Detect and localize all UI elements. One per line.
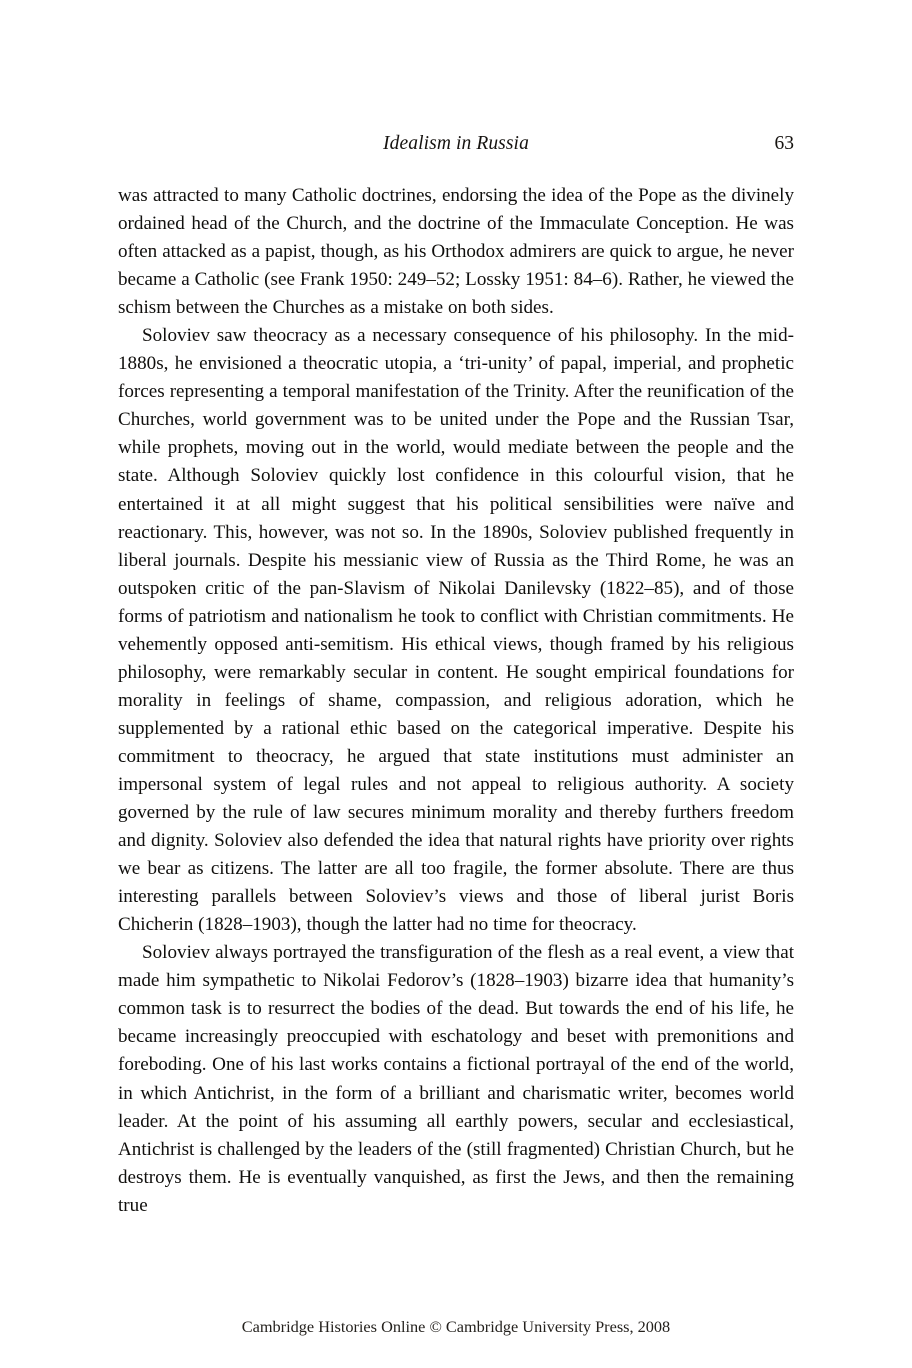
body-text-block	[118, 182, 794, 1220]
running-head	[118, 131, 794, 157]
paragraph: Soloviev always portrayed the transfiguration of the flesh as a real event, a view that made him sympathetic to Nikolai Fedorov’s (1828–1903) bizarre idea that humanity’s common task is to resurrect the bodies of the dead. But towards the end of his life, he became increasingly preoccupied with eschatology and beset with premonitions and foreboding. One of his last works contains a fictional portrayal of the end of the world, in which Antichrist, in the form of a brilliant and charismatic writer, becomes world leader. At the point of his assuming all earthly powers, secular and ecclesiastical, Antichrist is challenged by the leaders of the (still fragmented) Christian Church, but he destroys them. He is eventually vanquished, as first the Jews, and then the remaining true	[118, 942, 794, 1216]
paragraph: was attracted to many Catholic doctrines, endorsing the idea of the Pope as the divinely ordained head of the Church, and the doctrine of the Immaculate Conception. He was often attacked as a papist, though, as his Orthodox admirers are quick to argue, he never became a Catholic (see Frank 1950: 249–52; Lossky 1951: 84–6). Rather, he viewed the schism between the Churches as a mistake on both sides.	[118, 185, 794, 319]
footer-credit: Cambridge Histories Online © Cambridge University Press, 2008	[241, 1317, 671, 1336]
page-number: 63	[774, 133, 794, 154]
paragraph: Soloviev saw theocracy as a necessary consequence of his philosophy. In the mid-1880s, he envisioned a theocratic utopia, a ‘tri-unity’ of papal, imperial, and prophetic forces representing a temporal manifestation of the Trinity. After the reunification of the Churches, world government was to be united under the Pope and the Russian Tsar, while prophets, moving out in the world, would mediate between the people and the state. Although Soloviev quickly lost confidence in this colourful vision, that he entertained it at all might suggest that his political sensibilities were naïve and reactionary. This, however, was not so. In the 1890s, Soloviev published frequently in liberal journals. Despite his messianic view of Russia as the Third Rome, he was an outspoken critic of the pan-Slavism of Nikolai Danilevsky (1822–85), and of those forms of patriotism and nationalism he took to conflict with Christian commitments. He vehemently opposed anti-semitism. His ethical views, though framed by his religious philosophy, were remarkably secular in content. He sought empirical foundations for morality in feelings of shame, compassion, and religious adoration, which he supplemented by a rational ethic based on the categorical imperative. Despite his commitment to theocracy, he argued that state institutions must administer an impersonal system of legal rules and not appeal to religious authority. A society governed by the rule of law secures minimum morality and thereby furthers freedom and dignity. Soloviev also defended the idea that natural rights have priority over rights we bear as citizens. The latter are all too fragile, the former absolute. There are thus interesting parallels between Soloviev’s views and those of liberal jurist Boris Chicherin (1828–1903), though the latter had no time for theocracy.	[118, 325, 794, 936]
running-head-title: Idealism in Russia	[383, 133, 529, 154]
